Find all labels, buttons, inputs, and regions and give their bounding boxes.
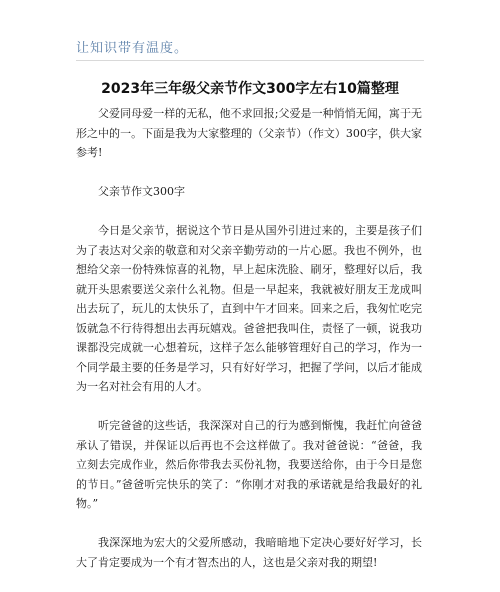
intro-paragraph: 父爱同母爱一样的无私，他不求回报;父爱是一种悄悄无闻，寓于无形之中的一。下面是我为大家整理的（父亲节）（作文）300字，供大家参考! xyxy=(76,107,422,159)
body-paragraph: 我深深地为宏大的父爱所感动，我暗暗地下定决心要好好学习，长大了肯定要成为一个有才智杰出的人，这也是父亲对我的期望! xyxy=(76,536,422,569)
article-title: 2023年三年级父亲节作文300字左右10篇整理 xyxy=(101,81,399,97)
header-divider xyxy=(76,60,424,61)
header-slogan: 让知识带有温度。 xyxy=(76,41,189,56)
section-heading: 父亲节作文300字 xyxy=(98,185,185,198)
body-paragraph: 今日是父亲节，据说这个节日是从国外引进过来的，主要是孩子们为了表达对父亲的敬意和对父亲辛勤劳动的一片心愿。我也不例外，也想给父亲一份特殊惊喜的礼物，早上起床洗脸、刷牙，整理好以后，我就开头思索要送父亲什么礼物。但是一早起来，我就被好朋友王龙成叫出去玩了，玩儿的太快乐了，直到中午才回来。回来之后，我匆忙吃完饭就急不行待得想出去再玩嬉戏。爸爸把我叫住，责怪了一顿，说我功课都没完成就一心想着玩，这样子怎么能够管理好自己的学习，作为一个同学最主要的任务是学习，只有好好学习，把握了学问，以后才能成为一名对社会有用的人才。 xyxy=(76,224,422,393)
article-body xyxy=(76,104,422,592)
body-paragraph: 听完爸爸的这些话，我深深对自己的行为感到惭愧，我赶忙向爸爸承认了错误，并保证以后再也不会这样做了。我对爸爸说：“爸爸，我立刻去完成作业，然后你带我去买份礼物，我要送给你，由于今日是您的节日。”爸爸听完快乐的笑了：“你刚才对我的承诺就是给我最好的礼物。” xyxy=(76,419,422,510)
